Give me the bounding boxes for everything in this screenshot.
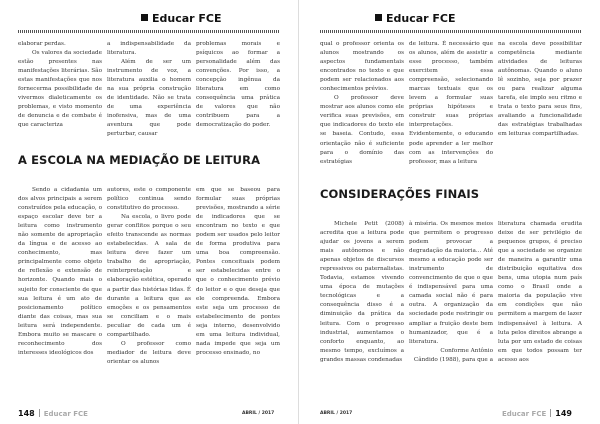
left-header-rule: [18, 30, 280, 33]
left-footer-date-wrap: [242, 408, 274, 416]
right-body-columns: [320, 220, 582, 382]
paragraph: problemas morais e psíquicos ao formar a personalidade além das convenções. Por isso, a concepção ingênua da literatura em como consequência uma prática de valores que não contribuem para a democratização do poder.: [196, 41, 280, 129]
page-number: 149: [555, 409, 572, 418]
square-bullet-icon: [375, 14, 382, 21]
paragraph: de leitura. É necessário que os alunos, além de assistir a esse processo, também exercitem essa compreensão, selecionando marcas textuais que os levem a formular suas próprias hipóteses e construir suas próprias interpretações. Evidentemente, o educando pode aprender a ler melhor com as intervenções do professor, mas a leitura: [409, 41, 493, 165]
left-body-col-3: [196, 186, 280, 382]
paragraph: qual o professor orienta os alunos mostrando os aspectos fundamentais encontrados no texto e que podem ser relacionados aos conhecimentos prévios.: [320, 41, 404, 93]
right-top-columns: [320, 40, 582, 180]
left-top-col-1: [18, 40, 102, 152]
right-header-rule: [320, 30, 582, 33]
square-bullet-icon: [141, 14, 148, 21]
right-page: [302, 0, 600, 424]
right-footer-date-wrap: [320, 408, 352, 416]
right-header-title: Educar FCE: [386, 12, 456, 25]
left-page: [0, 0, 299, 424]
paragraph: na escola deve possibilitar competência mediante atividades de leituras autônomas. Quando o aluno lê sozinho, seja por prazer ou para realizar alguma tarefa, ele implo seu ritmo e trata o texto para seus fins, avaliando a funcionalidade das estratégias trabalhadas em leituras compartilhadas.: [498, 41, 582, 138]
right-footer: [502, 409, 572, 418]
paragraph: a indispensabilidade da literatura.: [107, 41, 191, 57]
paragraph: literatura chamada erudita deixe de ser privilégio de pequenos grupos, é preciso que a sociedade se organize de maneira a garantir uma distribuição equitativa dos bens, uma utopia num país como o Brasil onde a maioria da população vive em condições que não permitem a margem de lazer indispensável à leitura. A luta pelos direitos abrange a luta por um estado de coisas em que todos possam ter acesso aos: [498, 221, 582, 363]
left-body-col-1: [18, 186, 102, 382]
right-body-col-1: [320, 220, 404, 382]
left-top-col-2: [107, 40, 191, 152]
left-top-columns: [18, 40, 280, 152]
footer-date: ABRIL / 2017: [320, 411, 353, 416]
left-body-col-2: [107, 186, 191, 382]
right-body-col-3: [498, 220, 582, 382]
footer-date: ABRIL / 2017: [242, 411, 275, 416]
left-header-title: Educar FCE: [152, 12, 222, 25]
section-title-escola: A ESCOLA NA MEDIAÇÃO DE LEITURA: [18, 153, 261, 167]
right-running-head: [375, 12, 456, 25]
footer-brand: Educar FCE: [502, 410, 547, 418]
paragraph: Além de ser um instrumento de voz, a literatura auxilia o homem na sua própria construção de identidade. Não se trata de uma experiência inofensiva, mas de uma aventura que pode perturbar, causar: [107, 59, 191, 138]
section-title-consideracoes: CONSIDERAÇÕES FINAIS: [320, 187, 480, 201]
right-top-col-2: [409, 40, 493, 180]
page-number: 148: [18, 409, 35, 418]
footer-brand: Educar FCE: [43, 410, 88, 418]
paragraph: O professor como mediador de leitura deve orientar os alunos: [107, 340, 191, 365]
paragraph: Na escola, o livro pode gerar conflitos porque o seu efeito transcende as normas estabelecidas. A sala de leitura deve fazer um trabalho de apropriação, reinterpretação e elaboração estética, operado a partir das histórias lidas. É durante a leitura que as emoções e os pensamentos se conciliam e o mais peculiar de cada um é compartilhado.: [107, 214, 191, 338]
paragraph: O professor deve mostrar aos alunos como ele verifica suas previsões, em que indicadores do texto ele se baseia. Contudo, essa orientação não é suficiente para o domínio das estratégias: [320, 95, 404, 165]
divider: [39, 409, 40, 417]
paragraph: elaborar perdas.: [18, 41, 66, 47]
paragraph: Michele Petit (2008) acredita que a leitura pode ajudar os jovens a serem mais autônomos e não apenas objetos de discursos repressivos ou paternalistas. Todavia, estamos vivendo uma época de mutações tecnológicas e a consequência disso é a diminuição da prática da leitura. Com o progresso industrial, aumentamos o conforto enquanto, ao mesmo tempo, excluímos a grandes massas condenadas: [320, 221, 404, 363]
paragraph: à miséria. Os mesmos meios que permitem o progresso podem provocar a degradação da maioria... Até mesmo a educação pode ser instrumento de convencimento de que o que é indispensável para uma camada social não é para outra. A organização da sociedade pode restringir ou ampliar a fruição deste bem humanizador, que é a literatura.: [409, 221, 493, 345]
left-footer: [18, 409, 88, 418]
right-top-col-1: [320, 40, 404, 180]
left-body-columns: [18, 186, 280, 382]
paragraph: autores, este o componente político continua sendo constitutivo do processo.: [107, 187, 191, 212]
paragraph: Conforme Antônio Cândido (1988), para que a: [413, 347, 493, 363]
left-top-col-3: [196, 40, 280, 152]
divider: [550, 409, 551, 417]
paragraph: em que se baseou para formular suas próprias previsões, mostrando a série de indicadores que se encontram no texto e que podem ser usados pelo leitor de forma produtiva para uma boa compreensão. Pontes conceituais podem ser estabelecidas entre o que o conhecimento prévio do leitor e o que deseja que ele compreenda. Embora este seja um processo de estabelecimento de pontes seja interno, desenvolvido em uma leitura individual, nada impede que seja um processo ensinado, no: [196, 187, 280, 356]
paragraph: Sendo a cidadania um dos alvos principais a serem construídos pela educação, o espaço escolar deve ter a leitura como instrumento não somente de apropriação da língua e de acesso ao conhecimento, mas principalmente como objeto de reflexão e extensão de horizonte. Quando mais o sujeito for consciente de que sua leitura é um ato de posicionamento político diante das coisas, mas sua leitura será independente. Embora muito se mascare o reconhecimento dos interesses ideológicos dos: [18, 187, 102, 356]
right-top-col-3: [498, 40, 582, 180]
right-body-col-2: [409, 220, 493, 382]
paragraph: Os valores da sociedade estão presentes nas manifestações literárias. São estas manifestações que nos fornecerma possibilidade de vivermos dialeticamente os problemas, e visto momento de denuncia e de combate é que caracteriza: [18, 50, 102, 129]
left-running-head: [141, 12, 222, 25]
